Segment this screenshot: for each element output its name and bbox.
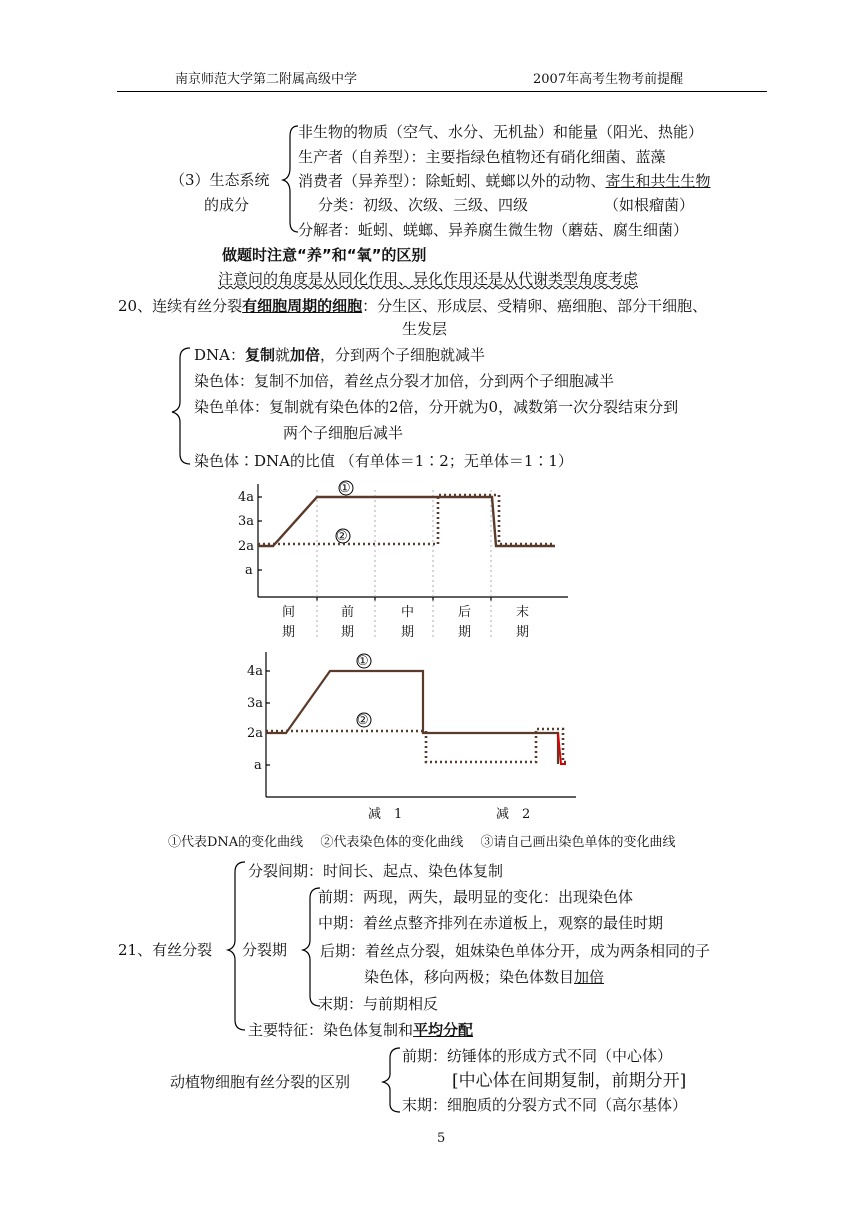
item20-prefix: 20、连续有丝分裂 [118, 297, 243, 315]
chart1-ytick-3a: 3a [238, 514, 255, 529]
ecosystem-label-2: 的成分 [204, 196, 250, 214]
chart2-ytick-3a: 3a [247, 696, 264, 711]
chart-caption: ①代表DNA的变化曲线 ②代表染色体的变化曲线 ③请自己画出染色单体的变化曲线 [168, 835, 676, 850]
item21-phase-3b-text: 染色体，移向两极；染色体数目 [364, 968, 575, 986]
ecosystem-classification: 分类：初级、次级、三级、四级 [318, 196, 529, 214]
item21-phase-2: 中期：着丝点整齐排列在赤道板上，观察的最佳时期 [318, 914, 664, 932]
chart1-series-1-label: ① [339, 481, 351, 496]
item21-phase-1: 前期：两现，两失，最明显的变化：出现染色体 [318, 888, 634, 906]
ecosystem-item-3-text: 消费者（异养型）：除蚯蚓、蜣螂以外的动物、 [298, 172, 606, 190]
ecosystem-label-1: （3）生态系统 [170, 171, 270, 189]
difference-line-2: [中心体在间期复制，前期分开] [452, 1071, 687, 1091]
chart2-series-1-label: ① [357, 654, 369, 669]
dna-rule-1-d: 加倍 [290, 346, 321, 364]
difference-line-3: 末期：细胞质的分裂方式不同（高尔基体） [402, 1096, 688, 1114]
item21-phase-4: 末期：与前期相反 [318, 995, 439, 1013]
difference-line-1: 前期：纺锤体的形成方式不同（中心体） [402, 1047, 673, 1065]
item21-interphase: 分裂间期：时间长、起点、染色体复制 [248, 862, 504, 880]
item21-feature-bold: 平均分配 [413, 1021, 474, 1039]
item21-phase-3b [364, 968, 604, 986]
ecosystem-item-2: 生产者（自养型）：主要指绿色植物还有硝化细菌、蓝藻 [298, 148, 666, 166]
chart1-xlabel-1a: 间 [282, 605, 296, 620]
chart1-series-2-label: ② [336, 529, 348, 544]
item21-phase-label: 分裂期 [242, 941, 288, 959]
chart1-ytick-a: a [245, 563, 253, 578]
item20-bold: 有细胞周期的细胞 [242, 297, 363, 315]
chart1-xlabel-2a: 前 [341, 605, 355, 620]
dna-rule-3: 染色单体：复制就有染色体的2倍，分开就为0，减数第一次分裂结束分到 [194, 398, 679, 416]
ecosystem-note-wavy: 注意问的角度是从同化作用、异化作用还是从代谢类型角度考虑 [218, 270, 639, 288]
dna-rule-1-e: ，分到两个子细胞就减半 [320, 346, 486, 364]
chart2-series-1 [266, 671, 558, 764]
difference-label: 动植物细胞有丝分裂的区别 [170, 1073, 351, 1091]
chart1-ytick-2a: 2a [238, 539, 255, 554]
item21-feature-prefix: 主要特征：染色体复制和 [248, 1021, 414, 1039]
dna-rule-4: 两个子细胞后减半 [283, 424, 404, 442]
header-left: 南京师范大学第二附属高级中学 [175, 72, 358, 87]
chart1-xlabel-4a: 后 [458, 605, 472, 620]
item20-line2: 生发层 [402, 320, 448, 338]
page-number: 5 [437, 1131, 446, 1146]
chart1-ytick-4a: 4a [238, 490, 255, 505]
chart2-ytick-a: a [254, 758, 262, 773]
header-right: 2007年高考生物考前提醒 [533, 72, 684, 87]
ecosystem-example: （如根瘤菌） [604, 196, 695, 214]
chart2-series-2-label: ② [357, 713, 369, 728]
chart2-axes [266, 652, 576, 797]
chart2-xlabel-2: 减 2 [496, 807, 531, 822]
ecosystem-note-bold: 做题时注意“养”和“氧”的区别 [222, 246, 427, 264]
item20-suffix: ：分生区、形成层、受精卵、癌细胞、部分干细胞、 [362, 297, 708, 315]
dna-rule-5: 染色体∶DNA的比值 （有单体＝1∶2；无单体＝1∶1） [194, 452, 573, 470]
dna-rule-1-a: DNA： [194, 346, 245, 364]
item21-feature [248, 1021, 473, 1039]
ecosystem-item-3-underlined: 寄生和共生生物 [605, 172, 711, 190]
chart1-xlabel-1b: 期 [282, 625, 296, 640]
dna-rule-2: 染色体：复制不加倍，着丝点分裂才加倍，分到两个子细胞减半 [194, 372, 615, 390]
chart1-xlabel-5a: 末 [516, 605, 530, 620]
item21-phase-3b-underlined: 加倍 [574, 968, 605, 986]
chart1-xlabel-4b: 期 [458, 625, 472, 640]
chart2-ytick-2a: 2a [247, 726, 264, 741]
chart1-xlabel-2b: 期 [341, 625, 355, 640]
item21-label: 21、有丝分裂 [118, 941, 213, 959]
chart1-xlabel-3b: 期 [401, 625, 415, 640]
ecosystem-item-1: 非生物的物质（空气、水分、无机盐）和能量（阳光、热能） [298, 123, 704, 141]
dna-rule-1-b: 复制 [244, 346, 275, 364]
ecosystem-item-4: 分解者：蚯蚓、蜣螂、异养腐生微生物（蘑菇、腐生细菌） [298, 221, 689, 239]
chart1-xlabel-5b: 期 [516, 625, 530, 640]
item21-phase-3: 后期：着丝点分裂，姐妹染色单体分开，成为两条相同的子 [320, 942, 711, 960]
chart2-xlabel-1: 减 1 [368, 807, 403, 822]
chart1-xlabel-3a: 中 [401, 605, 415, 620]
chart2-ytick-4a: 4a [247, 664, 264, 679]
dna-rule-1-c: 就 [275, 346, 291, 364]
